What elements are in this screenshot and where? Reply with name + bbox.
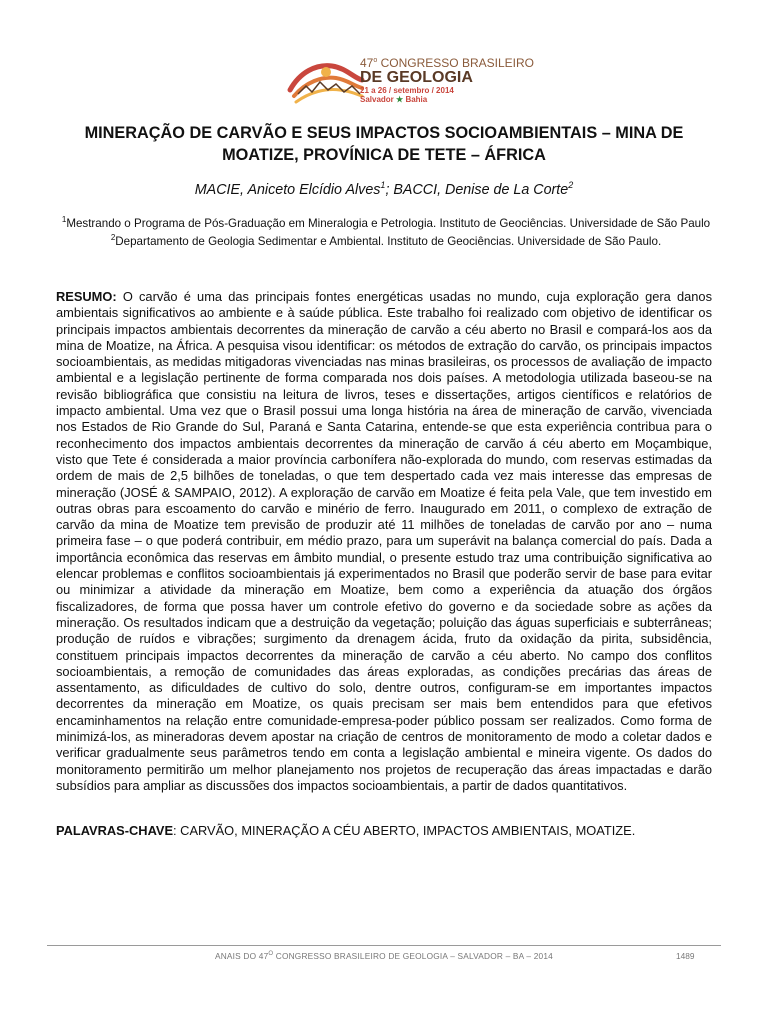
footer-divider: [47, 945, 721, 946]
affiliation-1: $^1$Mestrando o Programa de Pós-Graduação em Mineralogia e Petrologia. Instituto de Geociências. Universidade de São Paulo: [61, 215, 711, 230]
abstract-text: O carvão é uma das principais fontes energéticas usadas no mundo, cuja exploração gera danos ambientais significativos ao ambiente e à saúde pública. Este trabalho foi realizado com objetivo de identificar os principais impactos ambientais decorrentes da mineração de carvão a céu aberto no Brasil e compará-los aos da mina de Moatize, na África. A pesquisa visou identificar: os métodos de extração do carvão, os principais impactos socioambientais, as medidas mitigadoras vivenciadas nas minas brasileiras, os processos de avaliação de impacto ambiental e a legislação pertinente de forma comparada nos dois países. A metodologia utilizada baseou-se na revisão bibliográfica que consistiu na leitura de livros, teses e dissertações, artigos científicos e relatórios de impacto ambiental. Uma vez que o Brasil possui uma longa história na área de mineração de carvão, vivenciada nos Estados de Rio Grande do Sul, Paraná e Santa Catarina, entende-se que esta experiência contribua para o reconhecimento dos impactos ambientais decorrentes da mineração de carvão á céu aberto em Moçambique, visto que Tete é considerada a maior província carbonífera não-explorada do mundo, com reservas estimadas da ordem de mais de 2,5 bilhões de toneladas, o que tem despertado cada vez mais interesse das empresas de mineração (JOSÉ & SAMPAIO, 2012). A exploração de carvão em Moatize é feita pela Vale, que tem investido em outras obras para escoamento do carvão e minério de ferro. Inaugurado em 2011, o complexo de extração de carvão da mina de Moatize tem previsão de produzir até 11 milhões de toneladas de carvão por ano – numa primeira fase – o que poderá contribuir, em médio prazo, para um superávit na balança comercial do país. Dada a importância econômica das reservas em âmbito mundial, o presente estudo traz uma contribuição significativa ao elencar problemas e conflitos socioambientais já experimentados no Brasil que poderão servir de base para evitar ou minimizar a atividade da mineração em Moatize, bem como a experiência da atuação dos órgãos fiscalizadores, de forma que possa haver um controle efetivo do governo e da sociedade sobre as ações da mineração. Os resultados indicam que a destruição da vegetação; poluição das águas superficiais e subterrâneas; produção de ruídos e vibrações; surgimento da drenagem ácida, fruto da oxidação da pirita, subsidência, constituem principais impactos decorrentes da mineração de carvão a céu aberto. No campo dos conflitos socioambientais, a remoção de comunidades das áreas exploradas, as condições precárias das áreas de assentamento, as dificuldades de cultivo do solo, dentre outros, configuram-se em importantes impactos decorrentes da mineração em Moatize, os quais precisam ser mais bem entendidos para que efetivos encaminhamentos na relação entre comunidade-empresa-poder público possam ser realizados. Como forma de minimizá-los, as mineradoras devem apostar na criação de centros de monitoramento de modo a coletar dados e verificar gradualmente seus parâmetros tendo em conta a legislação ambiental e mineira vigente. Os dados do monitoramento permitirão um melhor planejamento nos projetos de recuperação das áreas impactadas e darão subsídios para ampliar as discussões dos impactos socioambientais, a partir de dados quantitativos.: [56, 289, 712, 793]
keywords-label: PALAVRAS-CHAVE: [56, 823, 174, 838]
footer-citation: ANAIS DO $47^O$ CONGRESSO BRASILEIRO DE GEOLOGIA – SALVADOR – BA – 2014: [215, 951, 553, 961]
affiliation-2: $^2$Departamento de Geologia Sedimentar e Ambiental. Instituto de Geociências. Universidade de São Paulo.: [110, 232, 662, 248]
abstract: [56, 289, 712, 794]
abstract-label: RESUMO:: [56, 289, 117, 304]
paper-title: MINERAÇÃO DE CARVÃO E SEUS IMPACTOS SOCIOAMBIENTAIS – MINA DE MOATIZE, PROVÍNICA DE TETE – ÁFRICA: [84, 124, 684, 164]
author-line: MACIE, Aniceto Elcídio Alves$^1$; BACCI, Denise de La Corte$^2$: [194, 180, 574, 198]
logo-text: [360, 56, 534, 104]
author-1: MACIE, Aniceto Elcídio Alves: [194, 181, 381, 198]
page-number: 1489: [676, 951, 695, 961]
logo-event-name: DE GEOLOGIA: [360, 69, 473, 86]
logo-edition: 47$^o$ CONGRESSO BRASILEIRO: [360, 56, 534, 70]
star-icon: ★: [396, 95, 404, 104]
keywords: [56, 823, 712, 838]
keywords-text: : CARVÃO, MINERAÇÃO A CÉU ABERTO, IMPACTOS AMBIENTAIS, MOATIZE.: [173, 823, 636, 838]
author-2: BACCI, Denise de La Corte: [393, 181, 569, 198]
affiliations: [56, 213, 716, 249]
logo-location: Salvador ★ Bahia: [360, 95, 428, 104]
logo-dates: 21 a 26 / setembro / 2014: [360, 86, 454, 95]
